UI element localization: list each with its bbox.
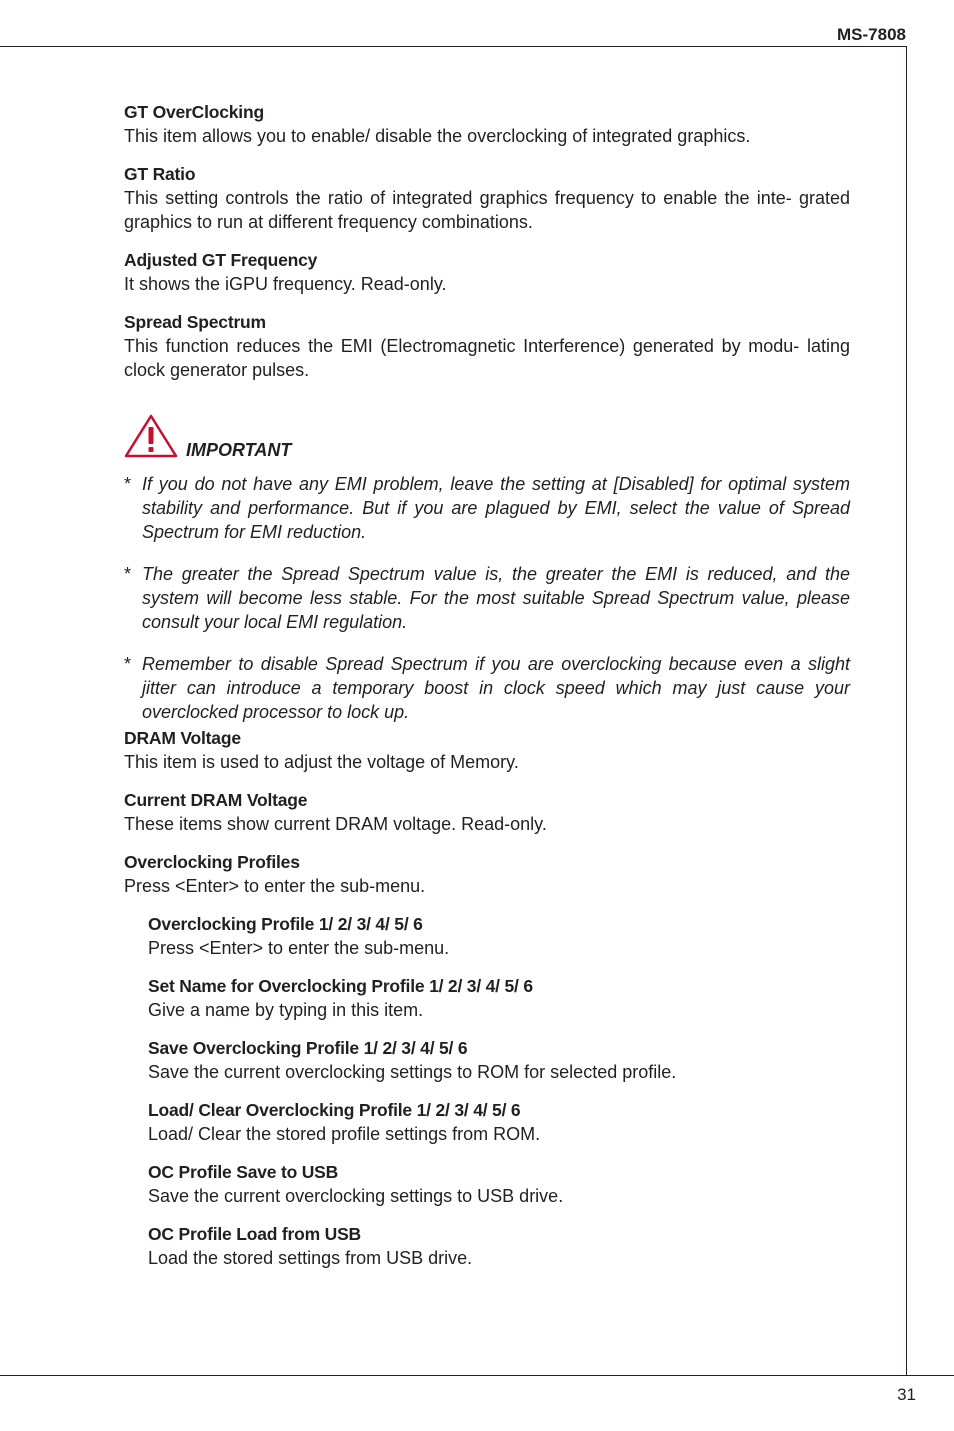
section-title: DRAM Voltage <box>124 728 241 748</box>
important-note <box>124 472 850 544</box>
important-header <box>124 406 850 460</box>
important-note <box>124 652 850 724</box>
important-title: IMPORTANT <box>186 440 292 460</box>
subsection-description: Press <Enter> to enter the sub-menu. <box>148 938 450 958</box>
section-adjusted-gt-frequency <box>124 248 850 296</box>
section-title: GT Ratio <box>124 164 196 184</box>
section-description: Press <Enter> to enter the sub-menu. <box>124 876 426 896</box>
section-description: These items show current DRAM voltage. Read-only. <box>124 814 547 834</box>
subsection-load-clear-profile <box>148 1098 850 1146</box>
subsection-description: Save the current overclocking settings to USB drive. <box>148 1186 564 1206</box>
section-title: Spread Spectrum <box>124 312 266 332</box>
subsection-save-profile <box>148 1036 850 1084</box>
section-description: This setting controls the ratio of integrated graphics frequency to enable the inte- grated graphics to run at different frequency combinations. <box>124 188 850 232</box>
page-number: 31 <box>897 1385 916 1404</box>
section-gt-overclocking <box>124 100 850 148</box>
subsection-description: Save the current overclocking settings to ROM for selected profile. <box>148 1062 677 1082</box>
section-gt-ratio <box>124 162 850 234</box>
footer-rule <box>0 1375 954 1376</box>
subsection-description: Give a name by typing in this item. <box>148 1000 424 1020</box>
important-note <box>124 562 850 634</box>
side-rule <box>906 46 907 1375</box>
section-title: Adjusted GT Frequency <box>124 250 318 270</box>
subsection-title: OC Profile Load from USB <box>148 1224 361 1244</box>
subsection-description: Load the stored settings from USB drive. <box>148 1248 473 1268</box>
subsection-load-from-usb <box>148 1222 850 1270</box>
section-description: This function reduces the EMI (Electromagnetic Interference) generated by modu- lating clock generator pulses. <box>124 336 850 380</box>
subsection-title: OC Profile Save to USB <box>148 1162 339 1182</box>
subsection-title: Set Name for Overclocking Profile 1/ 2/ 3/ 4/ 5/ 6 <box>148 976 533 996</box>
note-bullet: * <box>124 564 132 584</box>
section-dram-voltage <box>124 726 850 774</box>
section-current-dram-voltage <box>124 788 850 836</box>
note-text: The greater the Spread Spectrum value is, the greater the EMI is reduced, and the system will become less stable. For the most suitable Spread Spectrum value, please consult your local EMI regulation. <box>142 564 850 632</box>
subsection-description: Load/ Clear the stored profile settings from ROM. <box>148 1124 541 1144</box>
section-description: This item is used to adjust the voltage of Memory. <box>124 752 519 772</box>
subsection-set-name <box>148 974 850 1022</box>
note-text: If you do not have any EMI problem, leave the setting at [Disabled] for optimal system stability and performance. But if you are plagued by EMI, select the value of Spread Spectrum for EMI reduction. <box>142 474 850 542</box>
page-content <box>124 100 850 1284</box>
important-notice <box>124 406 850 724</box>
section-title: GT OverClocking <box>124 102 264 122</box>
section-spread-spectrum <box>124 310 850 382</box>
subsection-overclocking-profile <box>148 912 850 960</box>
subsection-title: Save Overclocking Profile 1/ 2/ 3/ 4/ 5/ 6 <box>148 1038 468 1058</box>
warning-triangle-icon <box>124 414 178 458</box>
section-description: This item allows you to enable/ disable the overclocking of integrated graphics. <box>124 126 751 146</box>
subsection-title: Overclocking Profile 1/ 2/ 3/ 4/ 5/ 6 <box>148 914 423 934</box>
subsection-save-to-usb <box>148 1160 850 1208</box>
note-bullet: * <box>124 474 132 494</box>
note-text: Remember to disable Spread Spectrum if you are overclocking because even a slight jitter can introduce a temporary boost in clock speed which may just cause your overclocked processor to lock up. <box>142 654 850 722</box>
model-number: MS-7808 <box>837 25 906 44</box>
note-bullet: * <box>124 654 132 674</box>
subsection-title: Load/ Clear Overclocking Profile 1/ 2/ 3/ 4/ 5/ 6 <box>148 1100 521 1120</box>
header-rule <box>0 46 906 47</box>
section-title: Overclocking Profiles <box>124 852 300 872</box>
section-description: It shows the iGPU frequency. Read-only. <box>124 274 447 294</box>
section-title: Current DRAM Voltage <box>124 790 308 810</box>
section-overclocking-profiles <box>124 850 850 898</box>
